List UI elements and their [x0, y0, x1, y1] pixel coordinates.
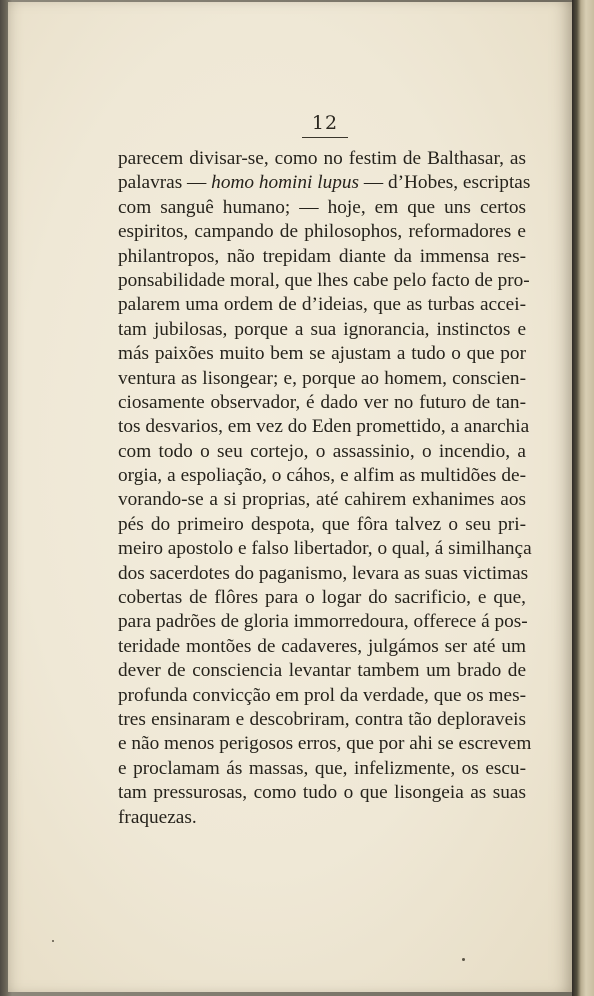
text-line: espiritos, campando de philosophos, reformadores e	[118, 221, 526, 243]
text-line: teridade montões de cadaveres, julgámos ser até um	[118, 635, 526, 657]
text-line: orgia, a espoliação, o cáhos, e alfim as multidões de-	[118, 465, 526, 487]
text-line: com sanguê humano; — hoje, em que uns certos	[118, 196, 526, 218]
text-line: para padrões de gloria immorredoura, offerece á pos-	[118, 611, 528, 633]
text-line: fraquezas.	[118, 806, 197, 828]
text-line: e proclamam ás massas, que, infelizmente, os escu-	[118, 757, 526, 779]
text-line: dos sacerdotes do paganismo, levara as suas victimas	[118, 562, 529, 584]
text-line: com todo o seu cortejo, o assassinio, o incendio, a	[118, 440, 526, 462]
text-line: cobertas de flôres para o logar do sacrificio, e que,	[118, 587, 526, 609]
text-line: ventura as lisongear; e, porque ao homem, conscien-	[118, 367, 526, 389]
text-line: ciosamente observador, é dado ver no futuro de tan-	[118, 391, 526, 413]
text-line: profunda convicção em prol da verdade, que os mes-	[118, 684, 526, 706]
text-line: vorando-se a si proprias, até cahirem exhanimes aos	[118, 489, 526, 511]
text-line: tam pressurosas, como tudo o que lisongeia as suas	[118, 782, 526, 804]
text-line: ponsabilidade moral, que lhes cabe pelo facto de pro-	[118, 269, 530, 291]
body-text	[118, 147, 532, 830]
text-line: philantropos, não trepidam diante da immensa res-	[118, 245, 526, 267]
text-line: tam jubilosas, porque a sua ignorancia, instinctos e	[118, 318, 526, 340]
next-page-edge	[572, 0, 594, 996]
text-line: tos desvarios, em vez do Eden promettido, a anarchia	[118, 416, 530, 438]
paper-speck	[52, 940, 54, 942]
text-line: parecem divisar-se, como no festim de Balthasar, as	[118, 148, 526, 169]
text-line: meiro apostolo e falso libertador, o qual, á similhança	[118, 538, 532, 560]
paper-speck	[462, 958, 465, 961]
text-line: pés do primeiro despota, que fôra talvez o seu pri-	[118, 513, 526, 535]
latin-phrase: homo homini lupus	[211, 172, 360, 194]
text-line: más paixões muito bem se ajustam a tudo o que por	[118, 343, 526, 365]
header-rule	[302, 137, 348, 138]
text-line: tres ensinaram e descobriram, contra tão deploraveis	[118, 708, 526, 730]
text-line: palarem uma ordem de d’ideias, que as turbas accei-	[118, 294, 526, 316]
text-line: dever de consciencia levantar tambem um brado de	[118, 660, 526, 682]
page-number: 12	[311, 112, 339, 134]
text-line: e não menos perigosos erros, que por ahi se escrevem	[118, 733, 532, 755]
text-line: palavras — homo homini lupus — d’Hobes, escriptas	[118, 172, 531, 194]
